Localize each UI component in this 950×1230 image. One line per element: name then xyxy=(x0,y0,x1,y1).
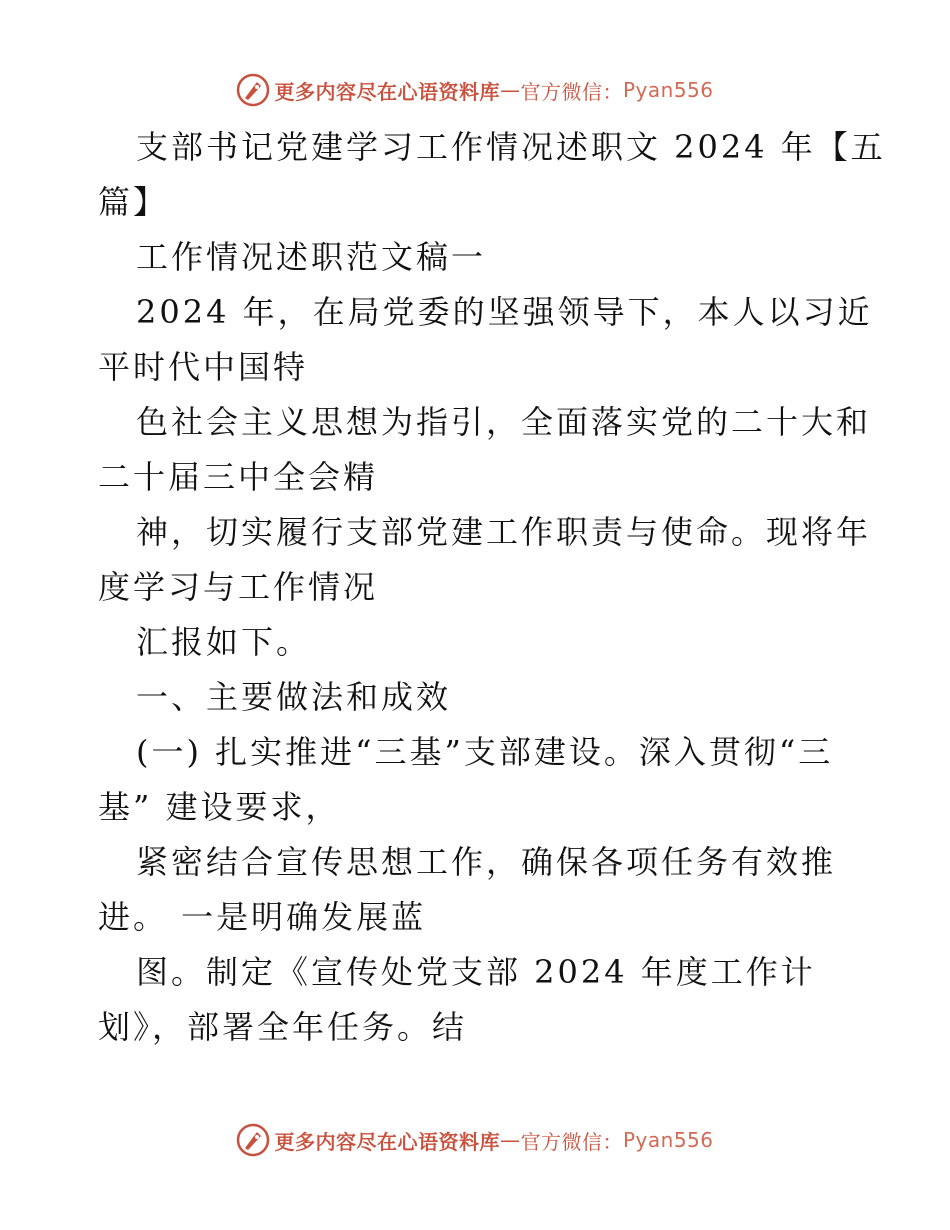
watermark-main-text: 更多内容尽在心语资料库 xyxy=(274,79,500,104)
watermark-separator: — xyxy=(499,1128,521,1152)
watermark-main-text: 更多内容尽在心语资料库 xyxy=(274,1129,500,1154)
pen-nib-logo-icon xyxy=(236,73,270,107)
paragraph-line: (一) 扎实推进“三基”支部建设。深入贯彻“三 xyxy=(136,733,834,771)
paragraph-line: 汇报如下。 xyxy=(136,623,312,661)
paragraph-line: 色社会主义思想为指引，全面落实党的二十大和 xyxy=(136,403,872,441)
paragraph-line: 度学习与工作情况 xyxy=(98,568,379,606)
paragraph-line: 2024 年，在局党委的坚强领导下，本人以习近 xyxy=(136,293,873,331)
paragraph-line: 划》，部署全年任务。结 xyxy=(98,1008,468,1046)
paragraph-line: 神，切实履行支部党建工作职责与使命。现将年 xyxy=(136,513,872,551)
paragraph-line: 紧密结合宣传思想工作，确保各项任务有效推 xyxy=(136,843,837,881)
watermark-secondary-text: 官方微信： xyxy=(520,79,623,104)
paragraph-line: 基” 建设要求， xyxy=(98,788,341,826)
title-line-2: 篇】 xyxy=(98,183,169,221)
pen-nib-logo-icon xyxy=(236,1123,270,1157)
watermark-separator: — xyxy=(499,78,521,102)
paragraph-line: 二十届三中全会精 xyxy=(98,458,379,496)
watermark-secondary-text: 官方微信： xyxy=(520,1129,623,1154)
paragraph-line: 平时代中国特 xyxy=(98,348,309,386)
watermark-wechat-id: Pyan556 xyxy=(622,1128,714,1152)
watermark-wechat-id: Pyan556 xyxy=(622,78,714,102)
section-heading: 工作情况述职范文稿一 xyxy=(136,238,487,276)
subsection-heading: 一、主要做法和成效 xyxy=(136,678,452,716)
paragraph-line: 图。制定《宣传处党支部 2024 年度工作计 xyxy=(136,953,816,991)
title-line-1: 支部书记党建学习工作情况述职文 2024 年【五 xyxy=(136,128,886,166)
paragraph-line: 进。 一是明确发展蓝 xyxy=(98,898,427,936)
document-body xyxy=(98,120,886,1055)
page-header-watermark xyxy=(0,70,950,110)
page-footer-watermark xyxy=(0,1120,950,1160)
